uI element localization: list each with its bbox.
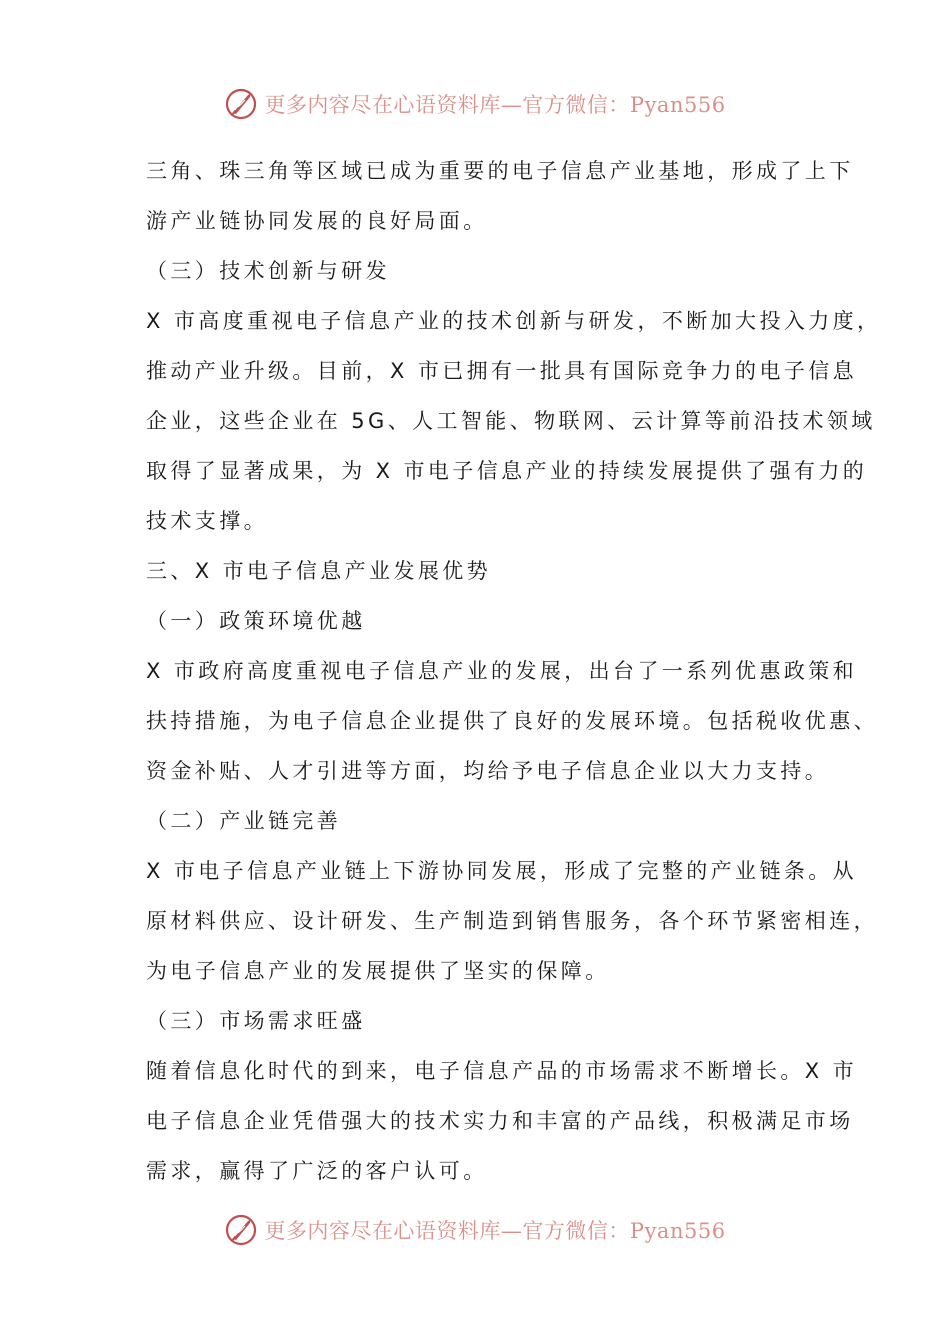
text-line: 取得了显著成果，为 X 市电子信息产业的持续发展提供了强有力的 <box>146 459 868 483</box>
footer-banner-text: 更多内容尽在心语资料库—官方微信：Pyan556 <box>264 1219 726 1243</box>
section-subheading: （三）市场需求旺盛 <box>146 1009 366 1033</box>
text-line: 原材料供应、设计研发、生产制造到销售服务，各个环节紧密相连， <box>146 909 878 933</box>
section-subheading: （一）政策环境优越 <box>146 609 366 633</box>
text-line: 三角、珠三角等区域已成为重要的电子信息产业基地，形成了上下 <box>146 159 854 183</box>
footer-banner <box>0 1210 950 1250</box>
text-line: 随着信息化时代的到来，电子信息产品的市场需求不断增长。X 市 <box>146 1059 858 1083</box>
header-banner-text: 更多内容尽在心语资料库—官方微信：Pyan556 <box>264 93 726 117</box>
text-line: X 市电子信息产业链上下游协同发展，形成了完整的产业链条。从 <box>146 859 858 883</box>
text-line: 推动产业升级。目前，X 市已拥有一批具有国际竞争力的电子信息 <box>146 359 858 383</box>
text-line: 电子信息企业凭借强大的技术实力和丰富的产品线，积极满足市场 <box>146 1109 854 1133</box>
section-subheading: （三）技术创新与研发 <box>146 259 390 283</box>
quill-pen-logo-icon <box>224 87 258 121</box>
quill-pen-logo-icon <box>224 1213 258 1247</box>
section-heading: 三、X 市电子信息产业发展优势 <box>146 559 492 583</box>
text-line: 游产业链协同发展的良好局面。 <box>146 209 488 233</box>
document-body <box>146 146 882 1196</box>
text-line: 为电子信息产业的发展提供了坚实的保障。 <box>146 959 610 983</box>
text-line: X 市政府高度重视电子信息产业的发展，出台了一系列优惠政策和 <box>146 659 858 683</box>
text-line: 资金补贴、人才引进等方面，均给予电子信息企业以大力支持。 <box>146 759 830 783</box>
text-line: 企业，这些企业在 5G、人工智能、物联网、云计算等前沿技术领域 <box>146 409 876 433</box>
header-banner <box>0 84 950 124</box>
text-line: 需求，赢得了广泛的客户认可。 <box>146 1159 488 1183</box>
text-line: 技术支撑。 <box>146 509 268 533</box>
section-subheading: （二）产业链完善 <box>146 809 342 833</box>
text-line: X 市高度重视电子信息产业的技术创新与研发，不断加大投入力度， <box>146 309 882 333</box>
text-line: 扶持措施，为电子信息企业提供了良好的发展环境。包括税收优惠、 <box>146 709 878 733</box>
